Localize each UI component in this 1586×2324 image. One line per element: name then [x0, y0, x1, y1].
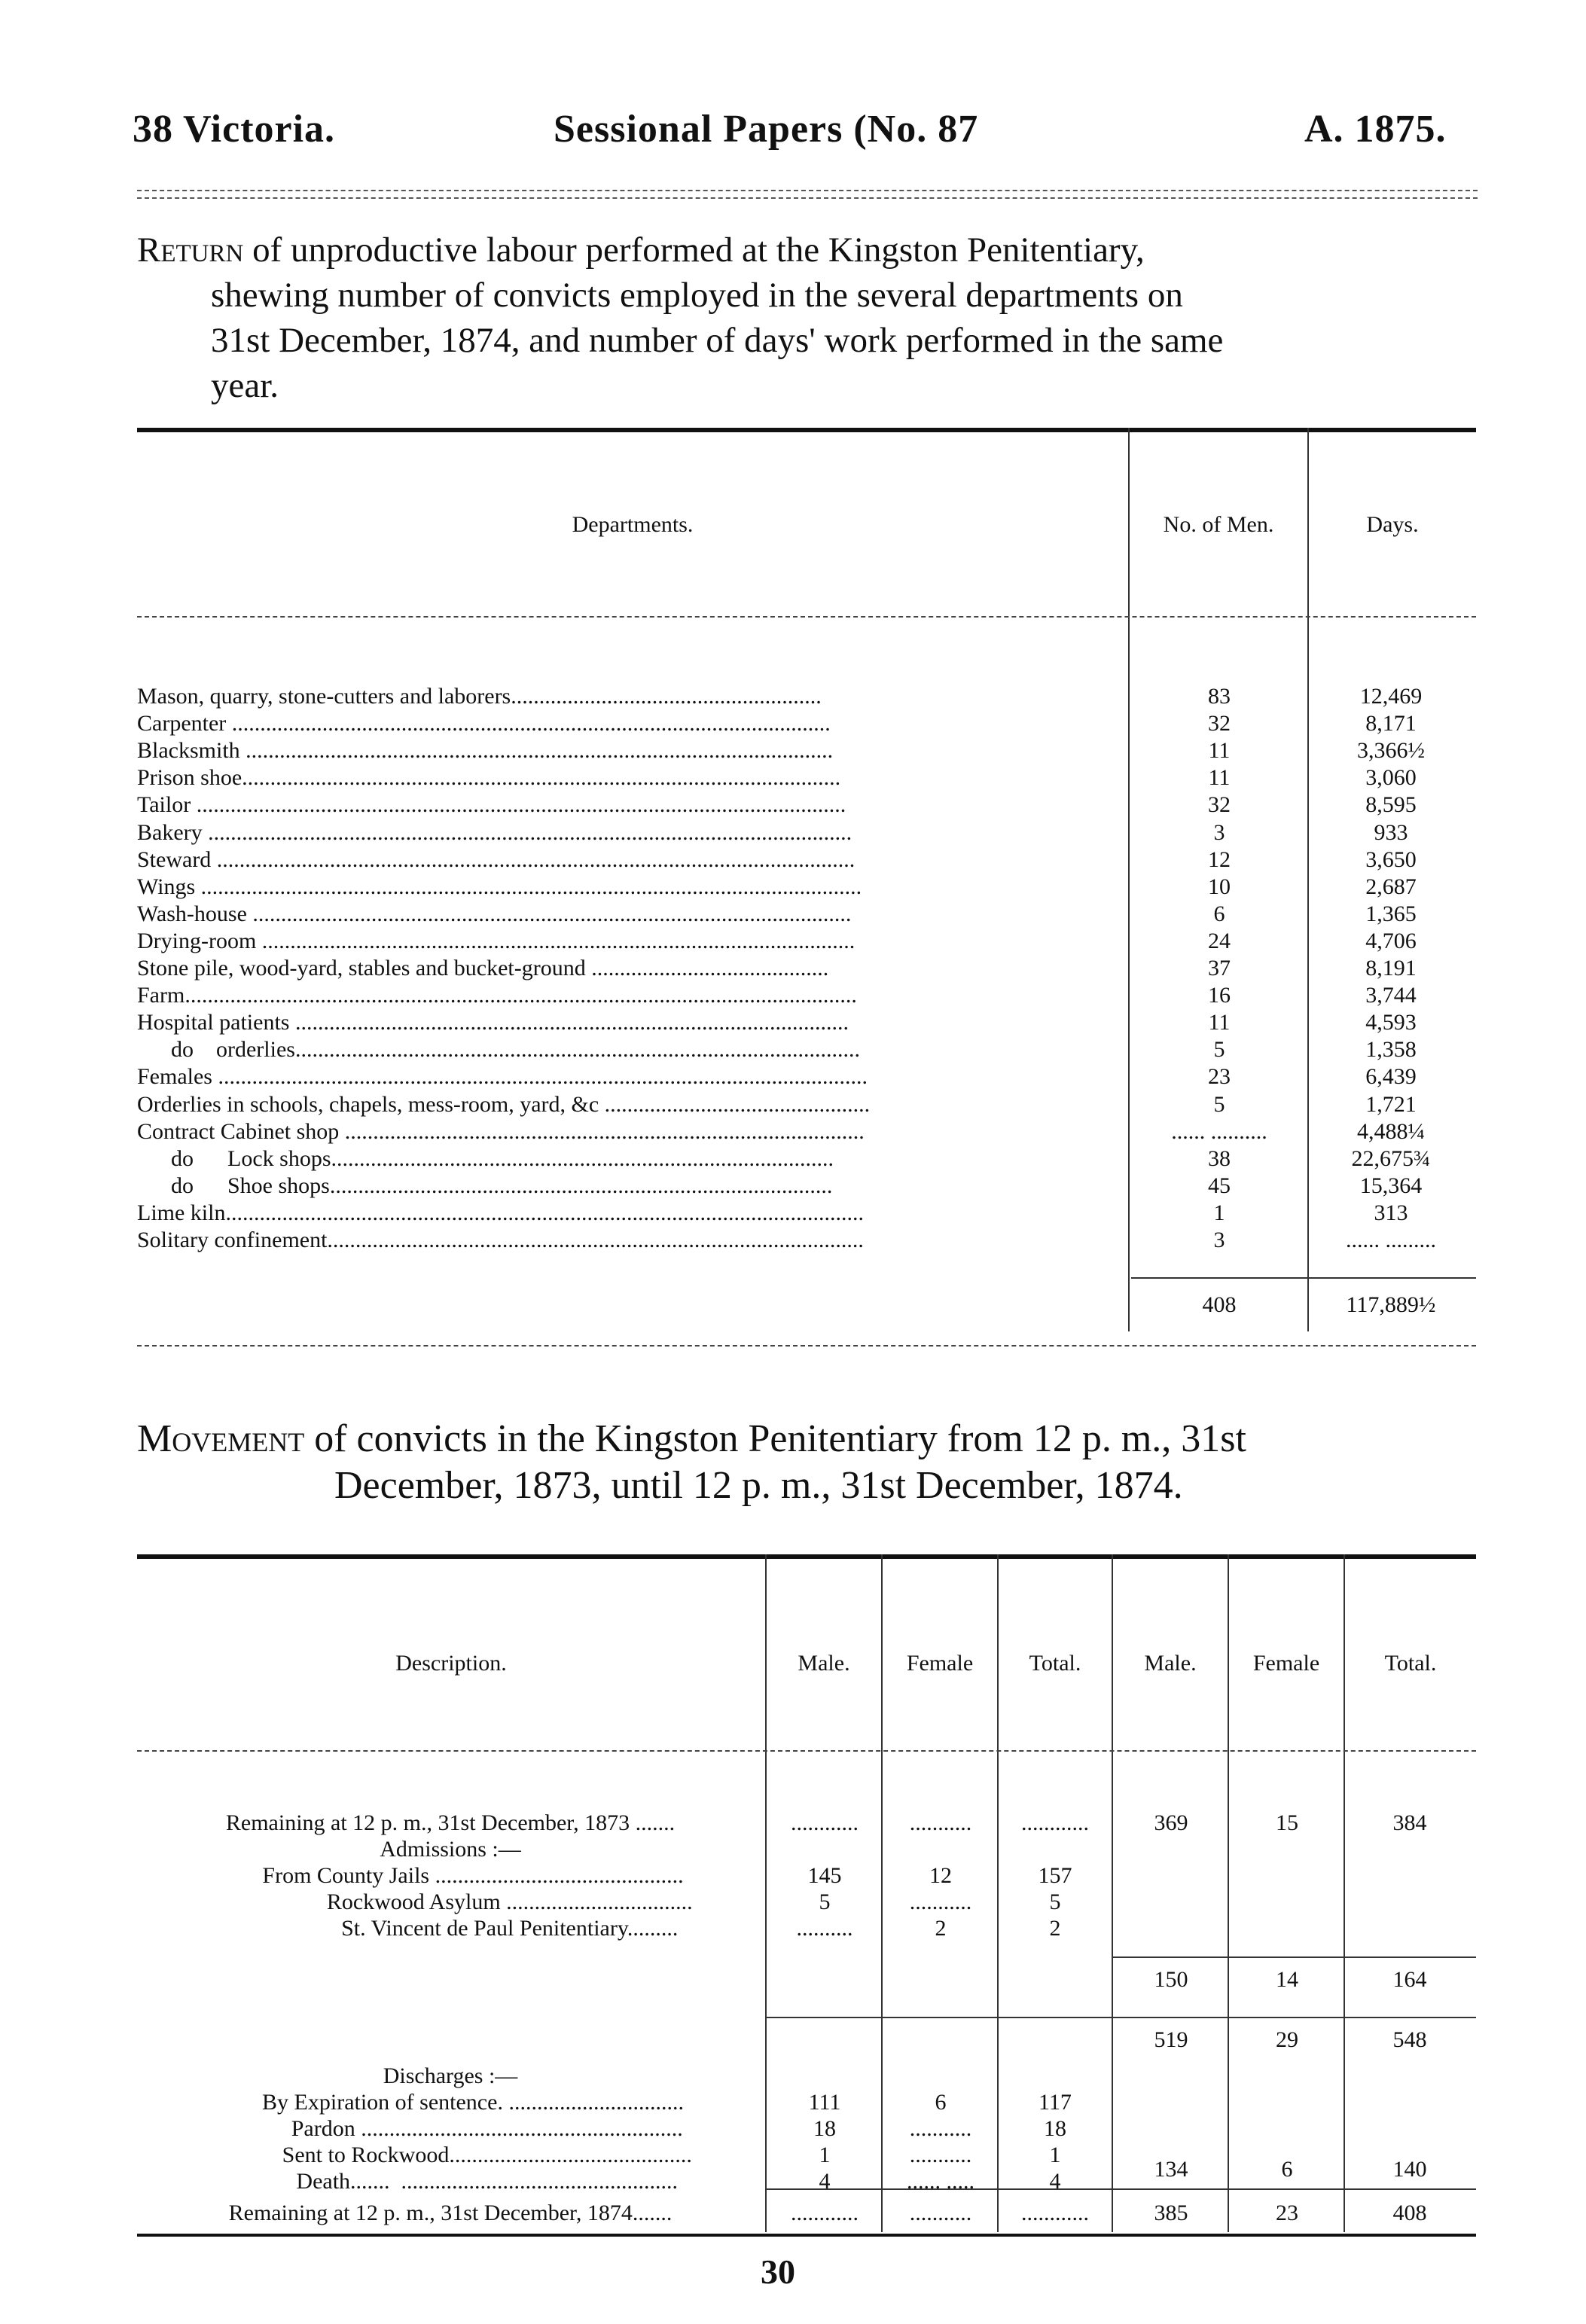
labour-row-department: Carpenter ..........................................................................................................	[137, 711, 831, 737]
labour-row-men: ...... ..........	[1171, 1118, 1267, 1144]
labour-row-department: Solitary confinement...............................................................................................	[137, 1228, 864, 1252]
labour-row-days: 22,675¾	[1351, 1145, 1431, 1171]
labour-row-department: do Shoe shops.........................................................................................	[137, 1173, 833, 1198]
labour-row-men: 5	[1213, 1091, 1225, 1117]
movement-cell-c3: ............	[1021, 1810, 1089, 1835]
labour-row-men: 37	[1208, 956, 1231, 981]
labour-row-days: ...... .........	[1346, 1228, 1436, 1252]
labour-row-men: 3	[1213, 819, 1225, 845]
movement-row	[137, 2200, 1476, 2228]
header-year: A. 1875.	[1304, 108, 1447, 151]
labour-row-department: Stone pile, wood-yard, stables and bucket-ground ..........................................	[137, 956, 829, 981]
movement-cell-c2: ...... .....	[907, 2169, 974, 2194]
movement-cell-c3: 4	[1049, 2169, 1061, 2194]
labour-row-men: 23	[1208, 1064, 1231, 1090]
labour-row-days: 4,593	[1365, 1010, 1417, 1035]
labour-row-department: Wings .....................................................................................................................	[137, 874, 862, 899]
return-title	[137, 227, 1462, 408]
labour-header-rule	[137, 616, 1476, 618]
labour-row-men: 16	[1208, 983, 1231, 1008]
movement-cell-c6: 408	[1392, 2200, 1427, 2225]
labour-row-days: 15,364	[1359, 1173, 1423, 1198]
movement-cell-c5: 15	[1276, 1810, 1298, 1835]
movement-lead: Movement	[137, 1417, 305, 1460]
labour-row-department: Blacksmith ........................................................................................................	[137, 738, 834, 764]
movement-header-rule	[137, 1750, 1476, 1752]
labour-sum-rule	[1131, 1277, 1476, 1279]
movement-cell-c5: 14	[1276, 1967, 1298, 1992]
labour-row-department: Mason, quarry, stone-cutters and laborers.......................................................	[137, 684, 822, 709]
labour-row	[137, 983, 1476, 1010]
movement-header-total-2: Total.	[1384, 1651, 1437, 1676]
movement-cell-desc: By Expiration of sentence. ...............................	[217, 2090, 684, 2115]
movement-cell-desc: Discharges :—	[383, 2063, 518, 2088]
labour-row	[137, 1064, 1476, 1091]
movement-cell-c4: 134	[1154, 2157, 1188, 2182]
movement-subtotal-rule-1	[1113, 1956, 1476, 1958]
movement-bottom-rule	[137, 2234, 1476, 2237]
labour-row-days: 933	[1374, 819, 1408, 845]
labour-row-days: 8,191	[1365, 956, 1417, 981]
movement-header-male-2: Male.	[1144, 1651, 1197, 1676]
movement-cell-c4: 369	[1154, 1810, 1188, 1835]
labour-row	[137, 874, 1476, 901]
movement-cell-c2: 6	[935, 2090, 947, 2115]
return-line-1: of unproductive labour performed at the Kingston Penitentiary,	[252, 230, 1145, 270]
labour-row	[137, 711, 1476, 738]
labour-row-men: 10	[1208, 874, 1231, 899]
labour-row-department: Prison shoe..........................................................................................................	[137, 765, 841, 791]
labour-row-department: do Lock shops.........................................................................................	[137, 1145, 834, 1171]
movement-cell-desc: Pardon .........................................................	[218, 2116, 683, 2141]
movement-cell-c6: 384	[1392, 1810, 1427, 1835]
labour-row-days: 1,358	[1365, 1037, 1417, 1063]
labour-table-top-rule	[137, 428, 1476, 432]
labour-row-men: 38	[1208, 1145, 1231, 1171]
labour-row	[137, 929, 1476, 956]
movement-cell-c3: 157	[1038, 1863, 1072, 1888]
movement-cell-c1: 4	[819, 2169, 831, 2194]
labour-row-men: 11	[1208, 1010, 1231, 1035]
movement-cell-c3: ............	[1021, 2200, 1089, 2225]
labour-header-men: No. of Men.	[1163, 512, 1274, 537]
labour-row-days: 4,488¼	[1357, 1118, 1425, 1144]
labour-row-days: 1,721	[1365, 1091, 1417, 1117]
labour-header-days: Days.	[1366, 512, 1419, 537]
labour-total-men: 408	[1202, 1292, 1237, 1317]
header-papers: Sessional Papers (No. 87	[554, 108, 979, 151]
labour-table	[137, 428, 1476, 1354]
movement-row	[137, 2063, 1476, 2091]
labour-row-men: 32	[1208, 792, 1231, 818]
movement-cell-c1: 145	[807, 1863, 842, 1888]
labour-row-days: 313	[1374, 1200, 1408, 1225]
labour-row-days: 12,469	[1359, 684, 1423, 709]
labour-row	[137, 901, 1476, 929]
movement-header-female-1: Female	[906, 1651, 974, 1676]
return-line-3: 31st December, 1874, and number of days' work performed in the same	[211, 321, 1224, 360]
movement-cell-desc: Admissions :—	[380, 1837, 521, 1862]
labour-row-days: 8,595	[1365, 792, 1417, 818]
movement-cell-c1: 18	[813, 2116, 836, 2141]
movement-cell-c5: 29	[1276, 2027, 1298, 2052]
movement-row	[137, 2090, 1476, 2117]
header-volume: 38 Victoria.	[133, 108, 336, 151]
labour-row-days: 3,650	[1365, 846, 1417, 872]
movement-row	[137, 2027, 1476, 2054]
movement-cell-desc: Remaining at 12 p. m., 31st December, 1873 .......	[225, 1810, 676, 1835]
labour-row	[137, 820, 1476, 847]
movement-subtotal-rule-3	[767, 2188, 1476, 2190]
movement-cell-c5: 23	[1276, 2200, 1298, 2225]
labour-row-men: 83	[1208, 684, 1231, 709]
movement-cell-c2: ...........	[909, 1889, 972, 1914]
movement-line-2: December, 1873, until 12 p. m., 31st December, 1874.	[334, 1464, 1183, 1507]
movement-cell-c1: 5	[819, 1889, 831, 1914]
labour-row	[137, 1010, 1476, 1037]
labour-row-department: Wash-house ..........................................................................................................	[137, 901, 852, 926]
movement-cell-c6: 164	[1392, 1967, 1427, 1992]
labour-row-men: 24	[1208, 928, 1231, 953]
labour-row-men: 1	[1213, 1200, 1225, 1225]
labour-bottom-rule	[137, 1345, 1476, 1347]
labour-row-men: 32	[1208, 711, 1231, 737]
movement-cell-c1: 111	[808, 2090, 841, 2115]
labour-row-department: Farm.......................................................................................................................	[137, 983, 857, 1008]
labour-row	[137, 1228, 1476, 1255]
movement-row	[137, 2157, 1476, 2184]
labour-row-men: 3	[1213, 1228, 1225, 1252]
labour-total-days: 117,889½	[1346, 1292, 1436, 1317]
movement-header-male-1: Male.	[798, 1651, 850, 1676]
labour-row-department: Lime kiln.................................................................................................................	[137, 1200, 864, 1225]
labour-totals-row	[137, 1292, 1476, 1319]
movement-cell-c3: 1	[1049, 2143, 1061, 2167]
labour-row-days: 3,060	[1365, 765, 1417, 791]
labour-row-department: Contract Cabinet shop ............................................................................................	[137, 1118, 865, 1144]
movement-cell-c4: 150	[1154, 1967, 1188, 1992]
movement-cell-c2: ...........	[909, 2143, 972, 2167]
movement-cell-c3: 117	[1039, 2090, 1072, 2115]
labour-row-men: 11	[1208, 765, 1231, 791]
movement-row	[137, 1837, 1476, 1864]
movement-cell-c3: 18	[1044, 2116, 1066, 2141]
labour-row-department: Steward .................................................................................................................	[137, 846, 856, 872]
movement-cell-desc: St. Vincent de Paul Penitentiary.........	[222, 1916, 679, 1941]
labour-row	[137, 1173, 1476, 1200]
movement-cell-c4: 519	[1154, 2027, 1188, 2052]
labour-row-men: 12	[1208, 846, 1231, 872]
movement-row	[137, 1863, 1476, 1890]
labour-row	[137, 684, 1476, 711]
labour-row	[137, 1200, 1476, 1228]
movement-cell-c2: ...........	[909, 2116, 972, 2141]
labour-row-days: 3,366½	[1357, 738, 1425, 764]
movement-cell-desc: Remaining at 12 p. m., 31st December, 1874.......	[228, 2200, 673, 2225]
movement-cell-c3: 2	[1049, 1916, 1061, 1941]
movement-table	[137, 1554, 1476, 2240]
movement-header-female-2: Female	[1252, 1651, 1320, 1676]
labour-row-days: 8,171	[1365, 711, 1417, 737]
labour-row-department: Bakery ..................................................................................................................	[137, 819, 852, 845]
header-rule-2	[137, 197, 1478, 199]
movement-cell-c1: ............	[791, 1810, 859, 1835]
movement-cell-desc: Rockwood Asylum .................................	[208, 1889, 693, 1914]
movement-title	[137, 1416, 1478, 1509]
labour-row-men: 45	[1208, 1173, 1231, 1198]
page-number: 30	[761, 2252, 795, 2291]
labour-row-department: Tailor ...................................................................................................................	[137, 792, 846, 818]
labour-row	[137, 1146, 1476, 1173]
labour-row-department: Drying-room .........................................................................................................	[137, 928, 856, 953]
labour-row-department: do orderlies....................................................................................................	[137, 1037, 860, 1063]
movement-cell-c2: ...........	[909, 1810, 972, 1835]
movement-cell-c5: 6	[1281, 2157, 1293, 2182]
movement-cell-c2: 12	[929, 1863, 952, 1888]
labour-row-department: Orderlies in schools, chapels, mess-room, yard, &c ...............................................	[137, 1091, 871, 1117]
movement-line-1: of convicts in the Kingston Penitentiary from 12 p. m., 31st	[314, 1417, 1246, 1460]
labour-row-days: 4,706	[1365, 928, 1417, 953]
movement-cell-desc: From County Jails ............................................	[217, 1863, 684, 1888]
labour-row	[137, 1092, 1476, 1119]
movement-cell-c1: 1	[819, 2143, 831, 2167]
labour-row-days: 6,439	[1365, 1064, 1417, 1090]
movement-row	[137, 1810, 1476, 1838]
return-line-2: shewing number of convicts employed in the several departments on	[211, 276, 1183, 315]
labour-row-days: 3,744	[1365, 983, 1417, 1008]
labour-row-men: 6	[1213, 901, 1225, 926]
labour-row	[137, 765, 1476, 792]
movement-cell-c2: 2	[935, 1916, 947, 1941]
header-rule	[137, 190, 1478, 191]
labour-row-days: 1,365	[1365, 901, 1417, 926]
labour-row-department: Hospital patients ..................................................................................................	[137, 1010, 849, 1035]
labour-row-men: 11	[1208, 738, 1231, 764]
return-lead: Return	[137, 230, 244, 270]
movement-row	[137, 1967, 1476, 1994]
labour-row-days: 2,687	[1365, 874, 1417, 899]
movement-cell-c6: 140	[1392, 2157, 1427, 2182]
movement-cell-c3: 5	[1049, 1889, 1061, 1914]
movement-cell-desc: Death....... .................................................	[222, 2169, 679, 2194]
movement-table-top-rule	[137, 1554, 1476, 1559]
return-line-4: year.	[211, 366, 279, 405]
movement-cell-desc: Sent to Rockwood...........................................	[209, 2143, 692, 2167]
labour-row-men: 5	[1213, 1037, 1225, 1063]
labour-row	[137, 847, 1476, 874]
movement-row	[137, 1889, 1476, 1917]
movement-subtotal-rule-2	[767, 2017, 1476, 2018]
movement-row	[137, 1916, 1476, 1943]
labour-header-departments: Departments.	[572, 512, 694, 537]
movement-cell-c4: 385	[1154, 2200, 1188, 2225]
labour-row	[137, 956, 1476, 983]
labour-row-department: Females ...................................................................................................................	[137, 1064, 868, 1090]
movement-cell-c1: ..........	[796, 1916, 853, 1941]
labour-row	[137, 1037, 1476, 1064]
movement-cell-c6: 548	[1392, 2027, 1427, 2052]
labour-row	[137, 738, 1476, 765]
movement-row	[137, 2116, 1476, 2143]
labour-row	[137, 1119, 1476, 1146]
movement-cell-c2: ...........	[909, 2200, 972, 2225]
movement-cell-c1: ............	[791, 2200, 859, 2225]
movement-header-total-1: Total.	[1029, 1651, 1081, 1676]
movement-header-description: Description.	[395, 1651, 507, 1676]
labour-row	[137, 792, 1476, 819]
